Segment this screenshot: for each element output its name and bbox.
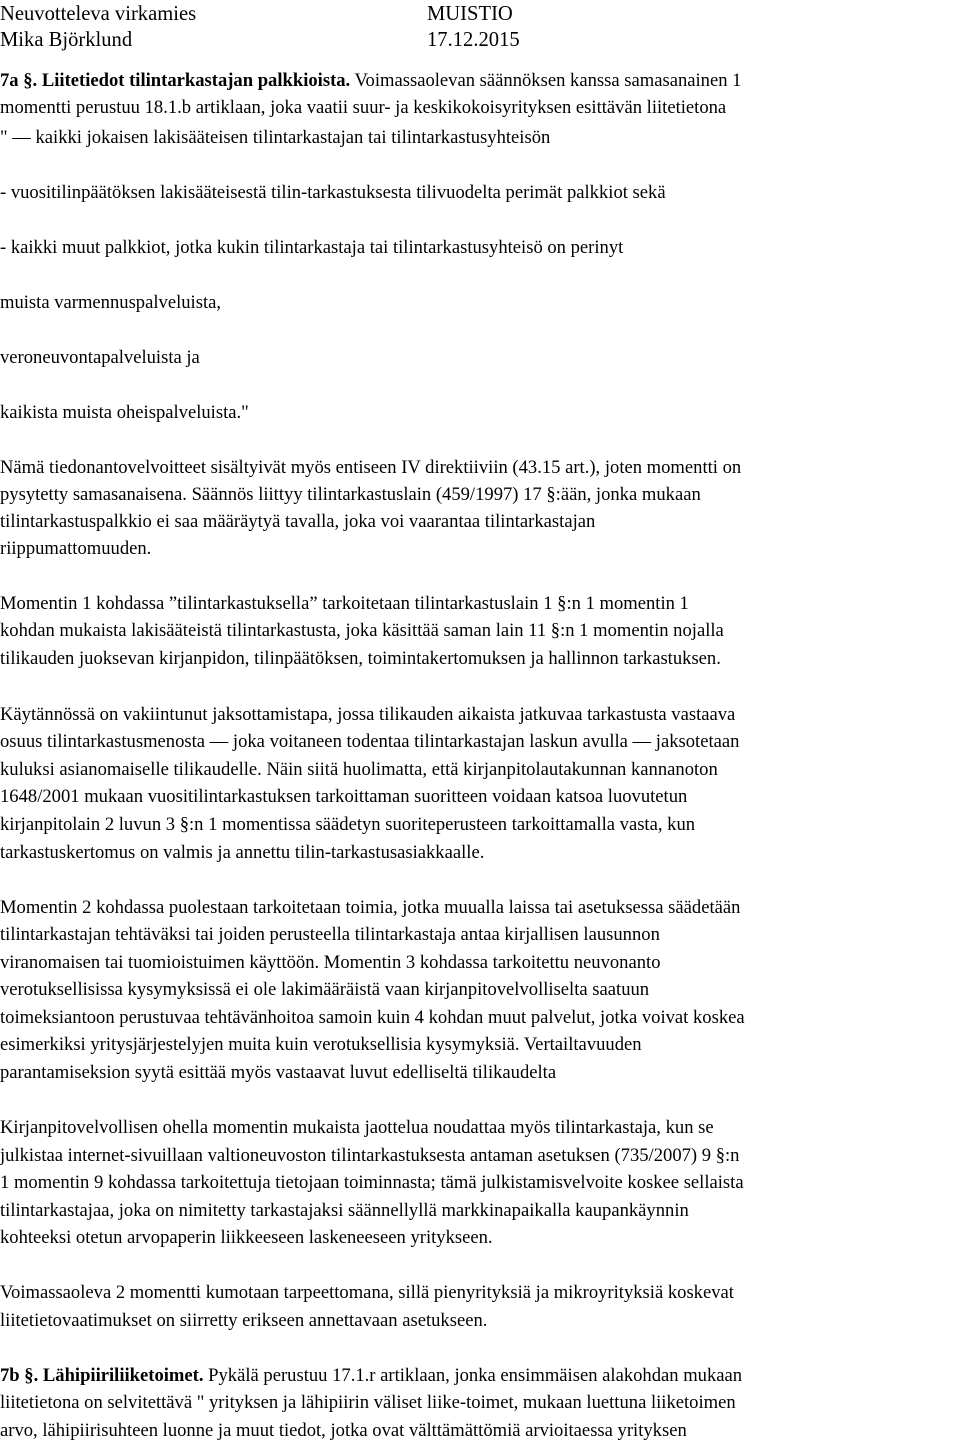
line-text: " — kaikki jokaisen lakisääteisen tilintarkastajan tai tilintarkastusyhteisön xyxy=(0,127,551,148)
line-text: pysytetty samasanaisena. Säännös liittyy tilintarkastuslain (459/1997) 17 §:ään, jonka mukaan xyxy=(0,484,701,505)
line-text: tilintarkastajaa, joka on nimitetty tarkastajaksi säännellyllä markkinapaikalla kaupankäynnin xyxy=(0,1200,689,1221)
line-text: kuluksi asianomaiselle tilikaudelle. Näin siitä huolimatta, että kirjanpitolautakunnan kannanoton xyxy=(0,759,718,780)
text-line xyxy=(0,1004,745,1031)
text-line xyxy=(0,839,484,866)
text-line xyxy=(0,645,721,672)
text-line xyxy=(0,976,649,1003)
line-text: Voimassaoleva 2 momentti kumotaan tarpeettomana, sillä pienyrityksiä ja mikroyrityksiä koskevat xyxy=(0,1282,734,1303)
text-line xyxy=(0,234,623,261)
line-text: 1648/2001 mukaan vuositilintarkastuksen tarkoittaman suoritteen voidaan katsoa luovutetun xyxy=(0,786,688,807)
line-text: muista varmennuspalveluista, xyxy=(0,292,222,313)
text-line xyxy=(0,94,726,121)
text-line xyxy=(0,535,151,562)
text-line xyxy=(0,783,687,810)
line-text: Pykälä perustuu 17.1.r artiklaan, jonka ensimmäisen alakohdan mukaan xyxy=(203,1365,743,1386)
line-text: liitetietovaatimukset on siirretty erikseen annettavaan asetukseen. xyxy=(0,1310,488,1331)
line-text: Momentin 2 kohdassa puolestaan tarkoitetaan toimia, jotka muualla laissa tai asetuksessa säädetään xyxy=(0,897,741,918)
text-line xyxy=(0,67,741,94)
text-line xyxy=(0,399,249,426)
line-text: tarkastuskertomus on valmis ja annettu tilin-tarkastusasiakkaalle. xyxy=(0,842,485,863)
text-line xyxy=(0,701,735,728)
author-title: Neuvotteleva virkamies xyxy=(0,3,197,25)
text-line xyxy=(0,811,695,838)
text-line xyxy=(0,1114,714,1141)
text-line xyxy=(0,481,701,508)
line-text: Nämä tiedonantovelvoitteet sisältyivät myös entiseen IV direktiiviin (43.15 art.), joten momentti on xyxy=(0,457,742,478)
text-line xyxy=(0,344,200,371)
text-line xyxy=(0,728,739,755)
line-text: - kaikki muut palkkiot, jotka kukin tilintarkastaja tai tilintarkastusyhteisö on perinyt xyxy=(0,237,624,258)
text-line xyxy=(0,1224,493,1251)
text-line xyxy=(0,921,660,948)
text-line xyxy=(0,1389,736,1416)
text-line xyxy=(0,1169,744,1196)
document-date: 17.12.2015 xyxy=(427,29,520,51)
text-line xyxy=(0,617,724,644)
text-line xyxy=(0,1142,739,1169)
text-line xyxy=(0,1279,734,1306)
line-text: tilintarkastuspalkkio ei saa määräytyä tavalla, joka voi vaarantaa tilintarkastajan xyxy=(0,511,596,532)
text-line xyxy=(0,289,221,316)
text-line xyxy=(0,454,741,481)
section-heading: 7b §. Lähipiiriliiketoimet. xyxy=(0,1365,204,1386)
text-line xyxy=(0,1197,689,1224)
line-text: liitetietona on selvitettävä " yrityksen ja lähipiirin väliset liike-toimet, mukaan luettuna liiketoimen xyxy=(0,1392,736,1413)
text-line xyxy=(0,508,595,535)
line-text: parantamiseksion syytä esittää myös vastaavat luvut edelliseltä tilikaudelta xyxy=(0,1062,557,1083)
line-text: veroneuvontapalveluista ja xyxy=(0,347,200,368)
text-line xyxy=(0,179,666,206)
line-text: - vuositilinpäätöksen lakisääteisestä tilin-tarkastuksesta tilivuodelta perimät palkkiot sekä xyxy=(0,182,666,203)
text-line xyxy=(0,949,661,976)
line-text: kohteeksi otetun arvopaperin liikkeeseen laskeneeseen yritykseen. xyxy=(0,1227,493,1248)
line-text: 1 momentin 9 kohdassa tarkoitettuja tietojaan toiminnasta; tämä julkistamisvelvoite koskee sellaista xyxy=(0,1172,744,1193)
memo-header xyxy=(0,1,960,53)
line-text: julkistaa internet-sivuillaan valtioneuvoston tilintarkastuksesta antaman asetuksen (735/2007) 9 §:n xyxy=(0,1145,740,1166)
line-text: kaikista muista oheispalveluista." xyxy=(0,402,249,423)
text-line xyxy=(0,894,740,921)
line-text: osuus tilintarkastusmenosta — joka voitaneen todentaa tilintarkastajan laskun avulla — jaksotetaan xyxy=(0,731,740,752)
document-type: MUISTIO xyxy=(427,3,513,25)
line-text: tilintarkastajan tehtäväksi tai joiden perusteella tilintarkastaja antaa kirjallisen lausunnon xyxy=(0,924,660,945)
line-text: Kirjanpitovelvollisen ohella momentin mukaista jaottelua noudattaa myös tilintarkastaja, kun se xyxy=(0,1117,714,1138)
line-text: verotuksellisissa kysymyksissä ei ole lakimääräistä vaan kirjanpitovelvolliselta saatuun xyxy=(0,979,650,1000)
line-text: riippumattomuuden. xyxy=(0,538,152,559)
text-line xyxy=(0,124,550,151)
text-line xyxy=(0,1031,642,1058)
line-text: kirjanpitolain 2 luvun 3 §:n 1 momentissa säädetyn suoriteperusteen tarkoittamalla vasta, kun xyxy=(0,814,696,835)
line-text: viranomaisen tai tuomioistuimen käyttöön. Momentin 3 kohdassa tarkoitettu neuvonanto xyxy=(0,952,661,973)
text-line xyxy=(0,590,689,617)
line-text: toimeksiantoon perustuvaa tehtävänhoitoa samoin kuin 4 kohdan muut palvelut, jotka voivat koskea xyxy=(0,1007,745,1028)
line-text: Momentin 1 kohdassa ”tilintarkastuksella” tarkoitetaan tilintarkastuslain 1 §:n 1 momentin 1 xyxy=(0,593,689,614)
header-row-1 xyxy=(0,1,960,27)
header-row-2 xyxy=(0,27,960,53)
line-text: momentti perustuu 18.1.b artiklaan, joka vaatii suur- ja keskikokoisyrityksen esittävän liitetietona xyxy=(0,97,727,118)
text-line xyxy=(0,1307,487,1334)
line-text: Käytännössä on vakiintunut jaksottamistapa, jossa tilikauden aikaista jatkuvaa tarkastusta vastaava xyxy=(0,704,736,725)
text-line xyxy=(0,1362,742,1389)
line-text: arvo, lähipiirisuhteen luonne ja muut tiedot, jotka ovat välttämättömiä arvioitaessa yrityksen xyxy=(0,1420,687,1441)
section-heading: 7a §. Liitetiedot tilintarkastajan palkkioista. xyxy=(0,70,351,91)
line-text: Voimassaolevan säännöksen kanssa samasanainen 1 xyxy=(350,70,742,91)
text-line xyxy=(0,1059,556,1086)
line-text: esimerkiksi yritysjärjestelyjen muita kuin verotuksellisia kysymyksiä. Vertailtavuuden xyxy=(0,1034,642,1055)
text-line xyxy=(0,1417,687,1444)
author-name: Mika Björklund xyxy=(0,29,133,51)
line-text: tilikauden juoksevan kirjanpidon, tilinpäätöksen, toimintakertomuksen ja hallinnon tarkastuksen. xyxy=(0,648,721,669)
text-line xyxy=(0,756,718,783)
line-text: kohdan mukaista lakisääteistä tilintarkastusta, joka käsittää saman lain 11 §:n 1 momentin nojalla xyxy=(0,620,724,641)
